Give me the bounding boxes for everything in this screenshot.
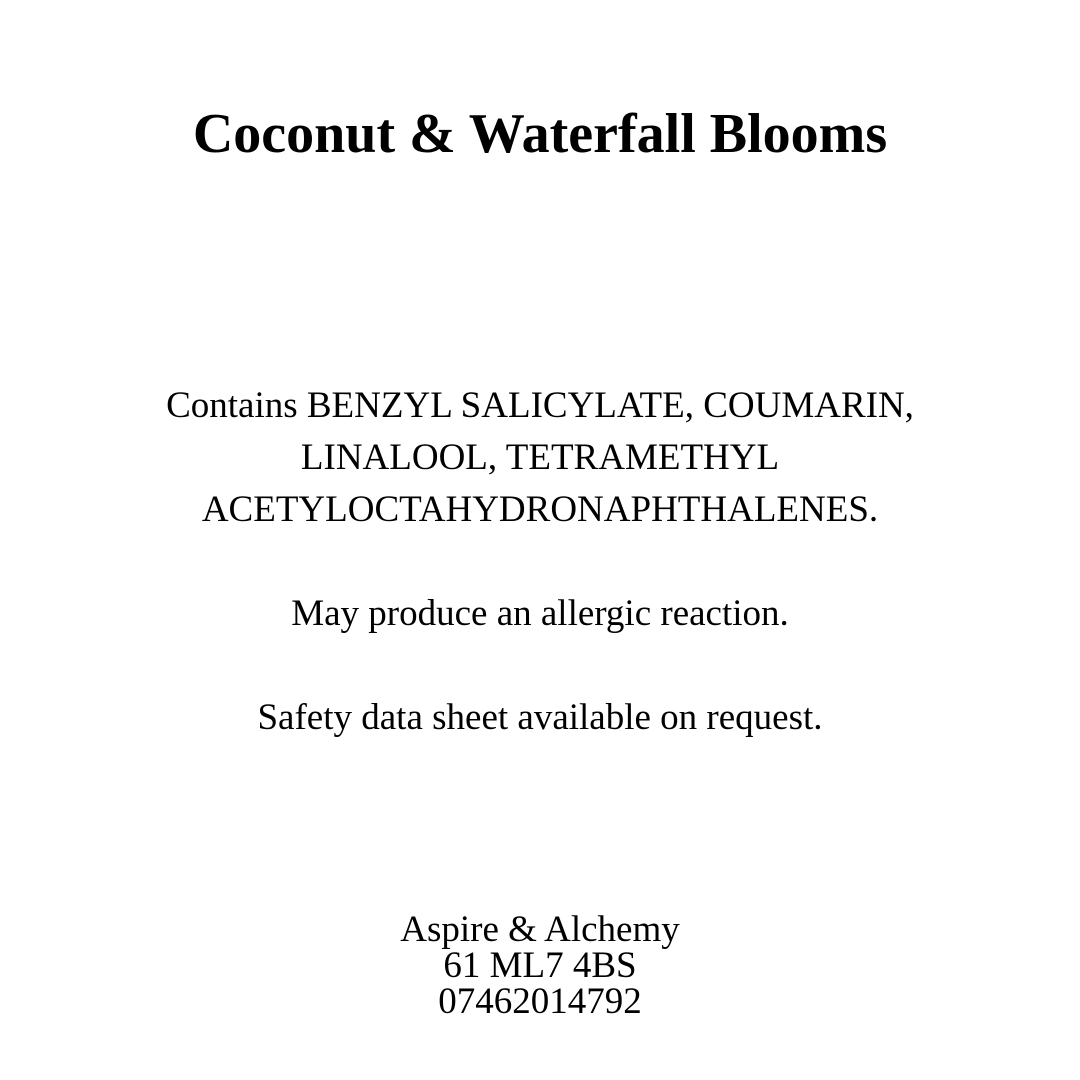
company-details [0,909,1080,1022]
allergy-warning: May produce an allergic reaction. [291,593,789,634]
product-title: Coconut & Waterfall Blooms [192,103,888,165]
safety-data-sheet-notice: Safety data sheet available on request. [257,697,823,738]
company-phone: 07462014792 [438,981,642,1022]
company-name: Aspire & Alchemy [400,909,680,950]
ingredients-statement: Contains BENZYL SALICYLATE, COUMARIN, LINALOOL, TETRAMETHYL ACETYLOCTAHYDRONAPHTHALENES. [166,385,914,530]
company-address: 61 ML7 4BS [443,945,637,986]
